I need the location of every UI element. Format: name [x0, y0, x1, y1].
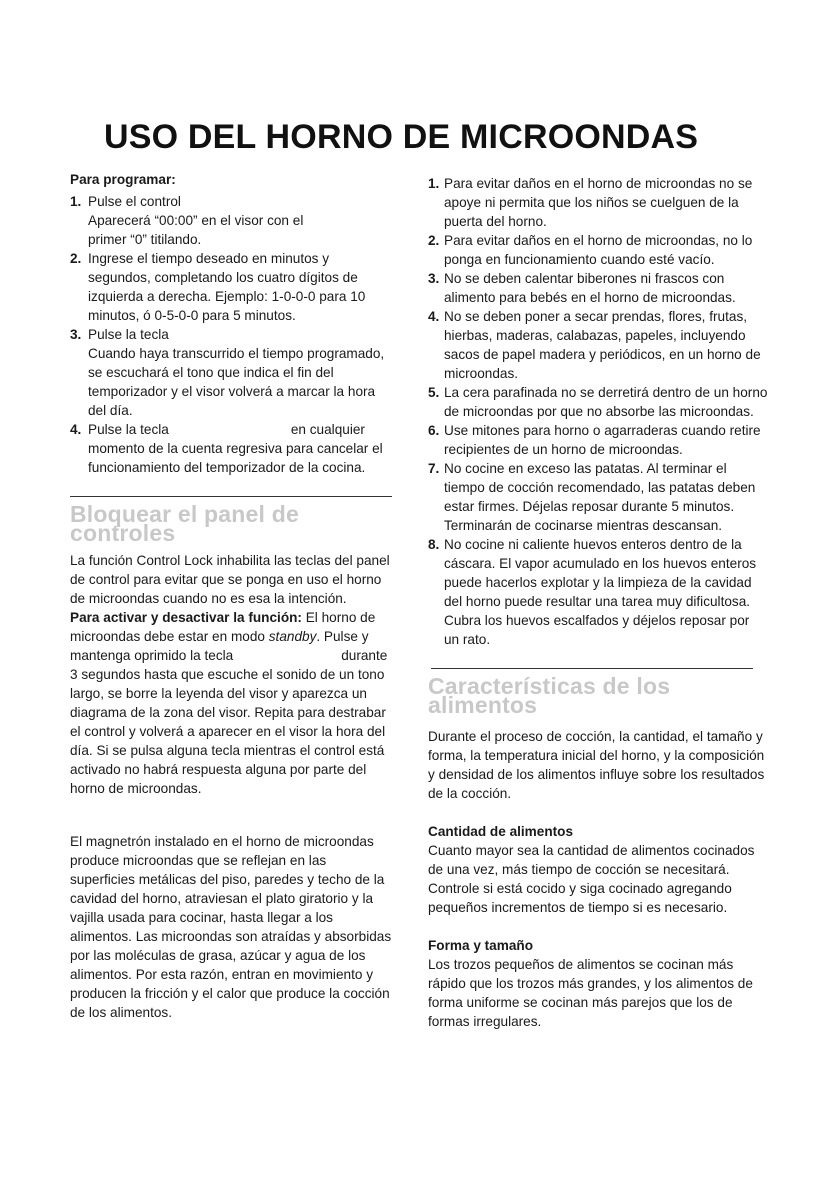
item-number: 5. — [428, 385, 440, 400]
magnetron-paragraph: El magnetrón instalado en el horno de microondas produce microondas que se reflejan en las superficies metálicas del piso, paredes y techo de la cavidad del horno, atraviesan el plato giratorio y la vajilla usada para cocinar, hasta llegar a los alimentos. Las microondas son atraídas y absorbidas por las moléculas de grasa, azúcar y agua de los alimentos. Por esta razón, entran en movimiento y producen la fricción y el calor que produce la cocción de los alimentos. — [70, 834, 392, 1020]
shape-heading: Forma y tamaño — [428, 938, 533, 953]
step-text-b: en cualquier — [290, 422, 365, 437]
food-intro: Durante el proceso de cocción, la cantidad, el tamaño y forma, la temperatura inicial del horno, y la composición y densidad de los alimentos influye sobre los resultados de la cocción. — [428, 729, 765, 801]
section-divider — [70, 496, 392, 497]
item-number: 6. — [428, 423, 440, 438]
step-text: momento de la cuenta regresiva para cancelar el funcionamiento del temporizador de la cocina. — [88, 441, 383, 475]
item-number: 8. — [428, 537, 440, 552]
item-number: 3. — [428, 271, 440, 286]
item-text: Para evitar daños en el horno de microondas no se apoye ni permita que los niños se cuelguen de la puerta del horno. — [444, 176, 753, 229]
safety-item — [428, 383, 768, 421]
safety-item — [428, 231, 768, 269]
lock-body-cont: 3 segundos hasta que escuche el sonido de un tono largo, se borre la leyenda del visor y aparezca un diagrama de la zona del visor. Repita para destrabar el control y volverá a aparecer en el visor la hora del día. Si se pulsa alguna tecla mientras el control está activado no habrá respuesta alguna por parte del horno de microondas. — [70, 667, 386, 796]
food-heading: Características de los alimentos — [428, 673, 671, 718]
item-number: 4. — [428, 309, 440, 324]
step-number: 1. — [70, 194, 82, 209]
safety-item — [428, 459, 768, 535]
program-step-1 — [70, 192, 392, 249]
safety-item — [428, 307, 768, 383]
item-text: No se deben poner a secar prendas, flores, frutas, hierbas, maderas, calabazas, papeles, incluyendo sacos de papel madera y periódicos, en un horno de microondas. — [444, 309, 761, 381]
item-text: Use mitones para horno o agarraderas cuando retire recipientes de un horno de microondas. — [444, 423, 761, 457]
lock-bold-label: Para activar y desactivar la función: — [70, 610, 302, 625]
program-steps — [70, 192, 392, 477]
lock-body — [70, 608, 392, 665]
step-text: Cuando haya transcurrido el tiempo programado, se escuchará el tono que indica el fin del temporizador y el visor volverá a marcar la hora del día. — [88, 346, 385, 418]
quantity-text: Cuanto mayor sea la cantidad de alimentos cocinados de una vez, más tiempo de cocción se necesitará. Controle si está cocido y siga cocinado agregando pequeños incrementos de tiempo si es necesario. — [428, 843, 755, 915]
program-heading: Para programar: — [70, 172, 176, 187]
step-number: 4. — [70, 422, 82, 437]
safety-item — [428, 174, 768, 231]
section-divider — [431, 668, 753, 669]
item-text: La cera parafinada no se derretirá dentro de un horno de microondas por que no absorbe las microondas. — [444, 385, 768, 419]
step-line: Pulse el control — [88, 194, 181, 209]
item-text: No se deben calentar biberones ni frascos con alimento para bebés en el horno de microondas. — [444, 271, 736, 305]
shape-text: Los trozos pequeños de alimentos se cocinan más rápido que los trozos más grandes, y los alimentos de forma uniforme se cocinan más parejos que los de formas irregulares. — [428, 957, 753, 1029]
program-step-3 — [70, 325, 392, 420]
standby-term: standby — [268, 629, 317, 644]
program-step-2 — [70, 249, 392, 325]
step-number: 2. — [70, 251, 82, 266]
step-text-a: Pulse la tecla — [88, 422, 169, 437]
quantity-heading: Cantidad de alimentos — [428, 824, 574, 839]
item-number: 1. — [428, 176, 440, 191]
page-title: USO DEL HORNO DE MICROONDAS — [104, 118, 699, 156]
step-text: Ingrese el tiempo deseado en minutos y segundos, completando los cuatro dígitos de izquierda a derecha. Ejemplo: 1-0-0-0 para 10 minutos, ó 0-5-0-0 para 5 minutos. — [88, 251, 366, 323]
item-number: 7. — [428, 461, 440, 476]
left-column — [70, 170, 392, 1022]
item-number: 2. — [428, 233, 440, 248]
lock-durante: durante — [341, 648, 388, 663]
step-line: Aparecerá “00:00” en el visor con el — [88, 213, 304, 228]
safety-item — [428, 269, 768, 307]
right-column — [428, 174, 768, 1031]
step-line — [88, 420, 392, 439]
item-text: No cocine en exceso las patatas. Al terminar el tiempo de cocción recomendado, las patatas deben estar firmes. Déjelas reposar durante 5 minutos. Terminarán de cocinarse mientras descansan. — [444, 461, 756, 533]
lock-heading: Bloquear el panel de controles — [70, 501, 299, 546]
step-line: Pulse la tecla — [88, 327, 169, 342]
lock-body-text: El horno de microondas debe estar en modo — [70, 610, 376, 644]
safety-list — [428, 174, 768, 649]
step-line: primer “0” titilando. — [88, 232, 202, 247]
safety-item — [428, 421, 768, 459]
step-number: 3. — [70, 327, 82, 342]
item-text: Para evitar daños en el horno de microondas, no lo ponga en funcionamiento cuando esté vacío. — [444, 233, 753, 267]
lock-intro: La función Control Lock inhabilita las teclas del panel de control para evitar que se ponga en uso el horno de microondas cuando no es esa la intención. — [70, 553, 390, 606]
item-text: No cocine ni caliente huevos enteros dentro de la cáscara. El vapor acumulado en los huevos enteros puede hacerlos explotar y la limpieza de la cavidad del horno puede resultar una tarea muy dificultosa. Cubra los huevos escalfados y déjelos reposar por un rato. — [444, 537, 757, 647]
lock-body-text: . Pulse y mantenga oprimido la tecla — [70, 629, 369, 663]
safety-item — [428, 535, 768, 649]
program-step-4 — [70, 420, 392, 477]
